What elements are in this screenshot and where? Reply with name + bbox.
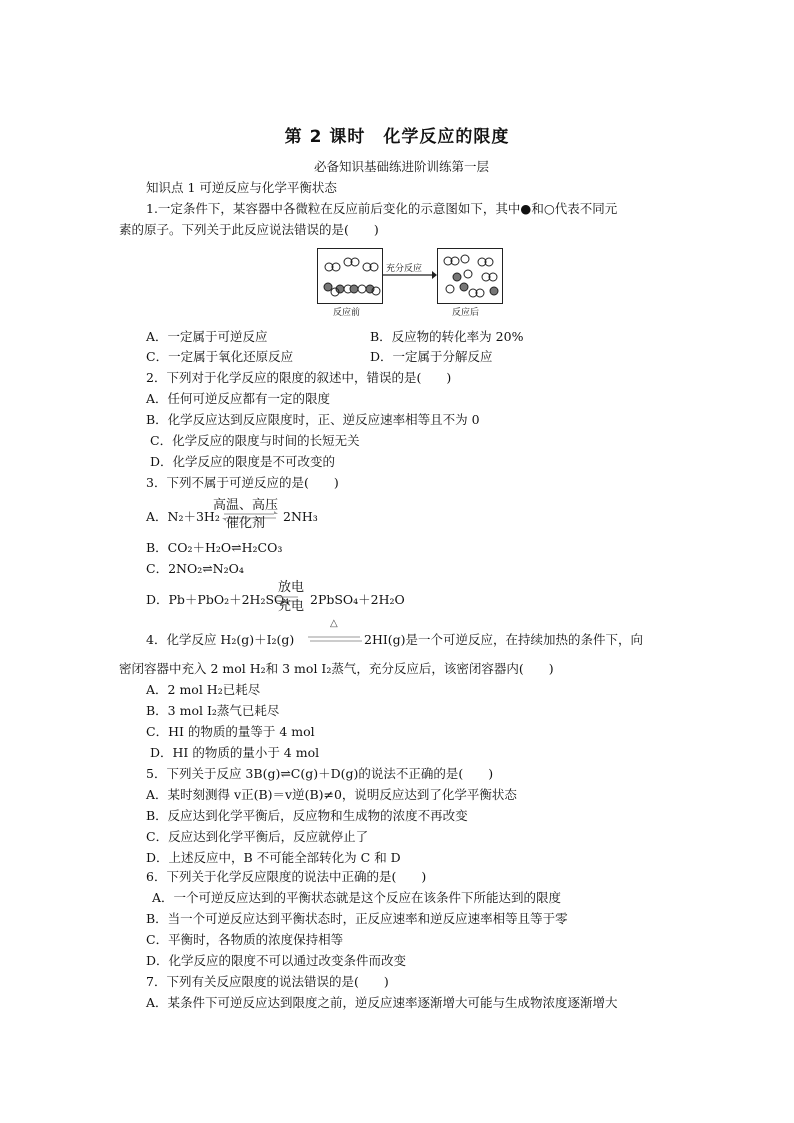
q4-option-a: A．2 mol H₂已耗尽: [146, 682, 261, 697]
figure-before-box: [317, 248, 383, 304]
q4-stem-line1-a: 4．化学反应 H₂(g)＋I₂(g): [146, 632, 295, 647]
before-molecules: [318, 249, 382, 303]
q6-option-a: A．一个可逆反应达到的平衡状态就是这个反应在该条件下所能达到的限度: [152, 890, 562, 905]
after-molecules: [438, 249, 502, 303]
q3-stem: 3．下列不属于可逆反应的是( ): [146, 475, 339, 490]
figure-before-label: 反应前: [333, 308, 361, 318]
q3-a-condition-bottom: 催化剂: [226, 516, 266, 531]
q5-stem: 5．下列关于反应 3B(g)⇌C(g)＋D(g)的说法不正确的是( ): [146, 766, 494, 781]
q6-stem: 6．下列关于化学反应限度的说法中正确的是( ): [146, 869, 427, 884]
q1-option-d: D．一定属于分解反应: [370, 349, 493, 364]
q4-option-d: D．HI 的物质的量小于 4 mol: [150, 745, 320, 760]
knowledge-point-heading: 知识点 1 可逆反应与化学平衡状态: [146, 180, 337, 195]
q3-option-b: B．CO₂＋H₂O⇌H₂CO₃: [146, 540, 283, 555]
figure-after-box: [437, 248, 503, 304]
q3-d-condition-top: 放电: [278, 580, 305, 595]
figure-after-label: 反应后: [452, 308, 480, 318]
q4-stem-line1-b: 2HI(g)是一个可逆反应，在持续加热的条件下，向: [364, 632, 644, 647]
q3-option-c: C．2NO₂⇌N₂O₄: [146, 561, 244, 576]
q7-option-a: A．某条件下可逆反应达到限度之前，逆反应速率逐渐增大可能与生成物浓度逐渐增大: [146, 995, 618, 1010]
q3-option-d-left: D．Pb＋PbO₂＋2H₂SO₄: [146, 592, 290, 607]
page-title: 第 2 课时 化学反应的限度: [284, 127, 510, 147]
q2-stem: 2．下列对于化学反应的限度的叙述中，错误的是( ): [146, 370, 452, 385]
q4-option-b: B．3 mol I₂蒸气已耗尽: [146, 703, 280, 718]
q2-option-b: B．化学反应达到反应限度时，正、逆反应速率相等且不为 0: [146, 412, 480, 427]
q5-option-a: A．某时刻测得 v正(B)＝v逆(B)≠0，说明反应达到了化学平衡状态: [146, 787, 517, 802]
q7-stem: 7．下列有关反应限度的说法错误的是( ): [146, 974, 389, 989]
q3-d-condition-bottom: 充电: [278, 599, 305, 614]
q5-option-c: C．反应达到化学平衡后，反应就停止了: [146, 829, 369, 844]
q4-option-c: C．HI 的物质的量等于 4 mol: [146, 724, 315, 739]
q1-stem-line2: 素的原子。下列关于此反应说法错误的是( ): [119, 222, 379, 237]
q3-option-a-left: A．N₂＋3H₂: [146, 509, 220, 524]
q6-option-b: B．当一个可逆反应达到平衡状态时，正反应速率和逆反应速率相等且等于零: [146, 911, 568, 926]
q1-option-a: A．一定属于可逆反应: [146, 329, 268, 344]
q1-option-b: B．反应物的转化率为 20%: [370, 329, 524, 344]
section-heading: 必备知识基础练进阶训练第一层: [314, 159, 490, 174]
q2-option-a: A．任何可逆反应都有一定的限度: [146, 391, 331, 406]
q3-a-condition-top: 高温、高压: [213, 498, 279, 513]
figure-arrow-label: 充分反应: [386, 264, 423, 274]
q4-stem-line2: 密闭容器中充入 2 mol H₂和 3 mol I₂蒸气，充分反应后，该密闭容器内( ): [119, 661, 554, 676]
q6-option-c: C．平衡时，各物质的浓度保持相等: [146, 932, 344, 947]
q5-option-b: B．反应达到化学平衡后，反应物和生成物的浓度不再改变: [146, 808, 468, 823]
q4-heat-condition: △: [330, 618, 338, 629]
reaction-arrow-icon: [382, 270, 437, 280]
q2-option-c: C．化学反应的限度与时间的长短无关: [150, 433, 360, 448]
q3-option-a-right: 2NH₃: [283, 509, 318, 524]
q2-option-d: D．化学反应的限度是不可改变的: [150, 454, 336, 469]
equilibrium-arrow-icon: [306, 633, 364, 645]
q1-stem-line1: 1.一定条件下，某容器中各微粒在反应前后变化的示意图如下，其中●和○代表不同元: [146, 201, 618, 216]
q5-option-d: D．上述反应中，B 不可能全部转化为 C 和 D: [146, 850, 401, 865]
q1-option-c: C．一定属于氧化还原反应: [146, 349, 294, 364]
q3-option-d-right: 2PbSO₄＋2H₂O: [310, 592, 405, 607]
q6-option-d: D．化学反应的限度不可以通过改变条件而改变: [146, 953, 407, 968]
